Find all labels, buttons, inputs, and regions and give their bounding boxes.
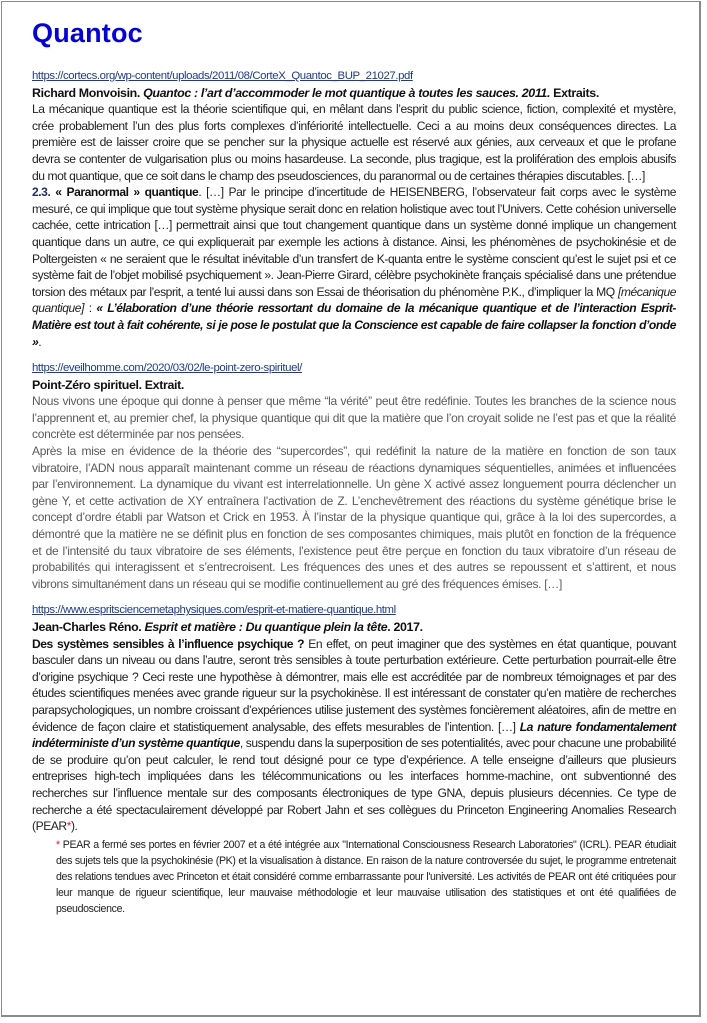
paragraph-end: ). [70, 819, 78, 834]
citation-year: . 2017. [387, 620, 423, 634]
section-quantoc [32, 68, 676, 350]
paragraph-text: En effet, on peut imaginer que des systèmes en état quantique, pouvant basculer dans un niveau ou dans l’autre, seront très sensibles à toute perturbation extérieure. Cette perturbation pourrait-elle être d’origine psychique ? Ceci reste une hypothèse à démontrer, mais elle est accréditée par de nombreux témoignages et par des études scientifiques menées avec grande rigueur sur la psychokinèse. Il est intéressant de constater qu’en matière de recherches parapsychologiques, un nombre croissant d’expériences utilise justement des systèmes foncièrement aléatoires, afin de mettre en évidence de façon claire et statistiquement analysable, des effets mesurables de l’intention. […] [32, 636, 676, 734]
subhead-number: 2.3. [32, 185, 51, 200]
page-title: Quantoc [32, 18, 143, 48]
source-link-eveilhomme[interactable]: https://eveilhomme.com/2020/03/02/le-point-zero-spirituel/ [32, 362, 302, 375]
paragraph-text: . […] Par le principe d’incertitude de HEISENBERG, l’observateur fait corps avec le système mesuré, ce qui implique que tout système physique serait donc en relation holistique avec tout l’Univers. Cette cohésion universelle cachée, cette intrication […] permettrait ainsi que tout changement quantique dans un système donné implique un changement quantique dans un autre, ce qui expliquerait par exemple les actions à distance. Ainsi, les phénomènes de psychokinésie et de Poltergeisten « ne seraient que le résultat inévitable d’un transfert de K-quanta entre le système conscient qu’est le sujet psi et ce système fait de l’objet mobilisé psychiquement ». Jean-Pierre Girard, célèbre psychokinète français spécialisé dans une prétendue torsion des métaux par l’esprit, a tenté lui aussi dans son Essai de théorisation du phénomène P.K., d’impliquer la MQ [32, 185, 676, 299]
citation-suffix: Extraits. [553, 85, 599, 100]
period: . [38, 334, 42, 349]
subhead-text: Des systèmes sensibles à l’influence psychique ? [32, 636, 305, 651]
paragraph [32, 636, 676, 835]
citation-heading [32, 619, 676, 636]
paragraph [32, 184, 676, 350]
footnote-star: * [56, 838, 60, 851]
emphasis: La nature fondamentalement indéterministe d’un système quantique [32, 719, 676, 751]
paragraph: Après la mise en évidence de la théorie des “supercordes”, qui redéfinit la nature de la matière en fonction de son taux vibratoire, l’ADN nous apparaît maintenant comme un réseau de réactions dynamiques séquentielles, animées et influencées par l’environnement. La dynamique du vivant est interrelationnelle. Un gène X activé assez longuement pourra déclencher un gène Y, et cette activation de XY entraînera l’activation de Z. L’enchevêtrement des réactions du système génétique brise le concept d’ordre établi par Watson et Crick en 1953. À l’instar de la physique quantique qui, grâce à la loi des supercordes, a démontré que la matière ne se définit plus en fonction de ses composantes chimiques, mais plutôt en fonction de la fréquence et de l’intensité du taux vibratoire de ses éléments, l’existence peut être perçue en fonction du taux vibratoire d’un réseau de probabilités qui interagissent et s’entrecroisent. Les fréquences des unes et des autres se repoussent et s’attirent, et nous vibrons simultanément dans un réseau qui se modifie continuellement au gré des fréquences émises. […] [32, 444, 676, 591]
quote: « L’élaboration d’une théorie ressortant du domaine de la mécanique quantique et de l’interaction Esprit-Matière est tout à fait cohérente, si je pose le postulat que la Conscience est capable de faire collapser la fonction d’onde » [32, 301, 676, 349]
paragraph-text: , suspendu dans la superposition de ses potentialités, avec pour chacune une probabilité de se produire qu’on peut calculer, le rend tout désigné pour ce type d’expérience. A telle enseigne d’ailleurs que plusieurs entreprises high-tech impliquées dans les télécommunications ou les interfaces homme-machine, ont subventionné des recherches sur l’influence mentale sur des composants électroniques de type GNA, depuis plusieurs décennies. Ce type de recherche a été spectaculairement développé par Robert Jahn et ses collègues du Princeton Engineering Anomalies Research (PEAR [32, 736, 676, 834]
footnote-marker[interactable]: * [66, 819, 71, 834]
section-esprit-matiere [32, 602, 676, 916]
citation-work-title: Quantoc : l’art d’accommoder le mot quantique à toutes les sauces. 2011. [143, 85, 551, 100]
paragraph: La mécanique quantique est la théorie scientifique qui, en mêlant dans l’esprit du public science, fiction, complexité et mystère, crée probablement l’un des plus forts complexes d’infériorité intellectuelle. Ceci a au moins deux conséquences directes. La première est de laisser croire que se pencher sur la physique actuelle est réservé aux génies, aux cerveaux et que le profane devra se contenter de vulgarisation plus ou moins hasardeuse. La seconde, plus tragique, est la prolifération des emplois abusifs du mot quantique, que ce soit dans le champ des pseudosciences, du paranormal ou de certaines thérapies discutables. […] [32, 102, 676, 183]
footnote-text: PEAR a fermé ses portes en février 2007 et a été intégrée aux "International Consciousness Research Laboratories" (ICRL). PEAR étudiait des sujets tels que la psychokinésie (PK) et la visualisation à distance. En raison de la nature controversée du sujet, le programme entretenait des relations tendues avec Princeton et était considéré comme embarrassante pour l'université. Les activités de PEAR ont été critiquées pour leur manque de rigueur scientifique, leur mauvaise méthodologie et leur mauvaise utilisation des statistiques et ont été qualifiées de pseudoscience. [56, 838, 676, 915]
citation-heading: Point-Zéro spirituel. Extrait. [32, 377, 184, 392]
footnote [56, 837, 676, 917]
citation-work-title: Esprit et matière : Du quantique plein la tête [144, 620, 388, 634]
source-link-cortecs[interactable]: https://cortecs.org/wp-content/uploads/2011/08/CorteX_Quantoc_BUP_21027.pdf [32, 70, 413, 82]
subhead-text: « Paranormal » quantique [55, 185, 199, 200]
bracket-note: [mécanique quantique] [32, 284, 676, 316]
colon: : [84, 301, 97, 316]
document-content [32, 68, 676, 917]
section-point-zero [32, 360, 676, 592]
citation-author: Jean-Charles Réno. [32, 620, 142, 634]
citation-author: Richard Monvoisin. [32, 85, 140, 100]
paragraph: Nous vivons une époque qui donne à penser que même “la vérité” peut être redéfinie. Toutes les branches de la science nous l’apprennent et, au premier chef, la physique quantique qui dit que la matière que l’on croyait solide ne l’est pas et que la réalité concrète est déterminée par nos pensées. [32, 394, 676, 442]
citation-heading [32, 85, 676, 102]
source-link-espritscience[interactable]: https://www.espritsciencemetaphysiques.com/esprit-et-matiere-quantique.html [32, 604, 396, 617]
document-page [1, 1, 701, 1017]
